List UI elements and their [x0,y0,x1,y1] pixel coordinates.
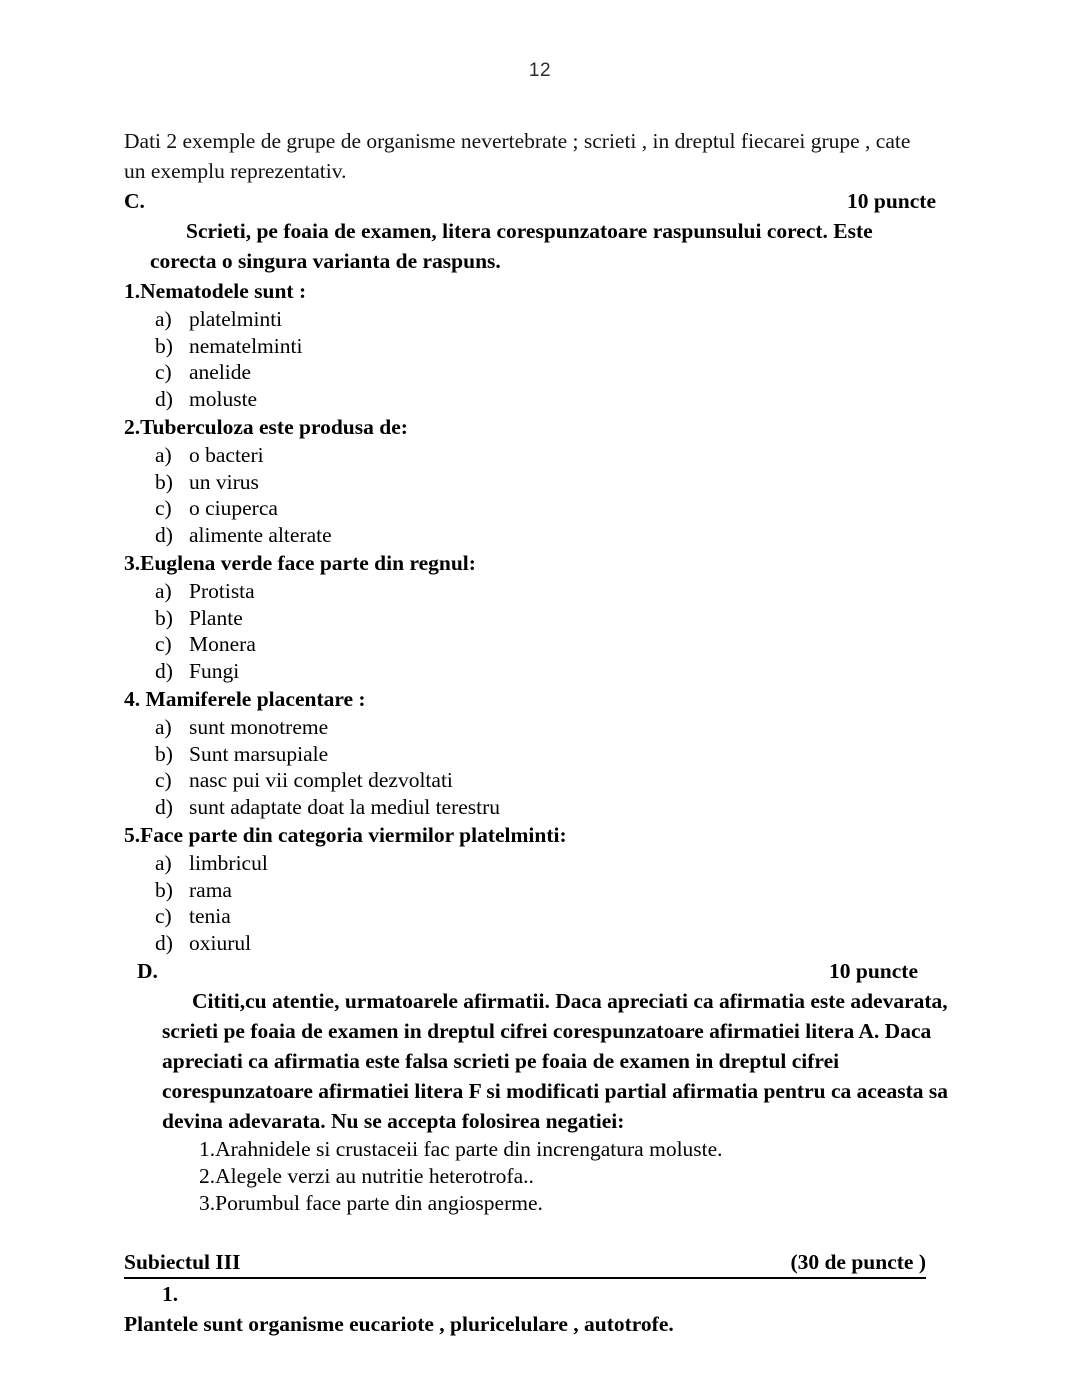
option-label: b) [155,333,173,358]
section-c-points: 10 puncte [847,189,936,213]
option-label: a) [155,579,172,603]
option-text: limbricul [189,851,268,875]
option-label: c) [155,360,172,384]
question-1-stem: 1.Nematodele sunt : [124,279,307,303]
option-label: a) [155,851,172,875]
option-text: o ciuperca [189,496,278,520]
option-label: d) [155,386,173,411]
question-5-options [124,850,936,956]
option-text: rama [189,877,232,902]
option-text: Fungi [189,658,240,683]
option-text: Protista [189,579,255,603]
option-label: b) [155,877,173,902]
option-label: d) [155,930,173,955]
option-text: o bacteri [189,443,264,467]
option-text: nasc pui vii complet dezvoltati [189,768,453,792]
option-item[interactable] [124,306,936,333]
section-c-instruction: Scrieti, pe foaia de examen, litera corespunzatoare raspunsului corect. Este corecta o singura varianta de raspuns. [150,219,873,273]
question-4-options [124,714,936,820]
question-1-options [124,306,936,412]
statement-item: 1.Arahnidele si crustaceii fac parte din increngatura moluste. [199,1137,723,1161]
option-text: moluste [189,386,258,411]
option-label: c) [155,496,172,520]
question-2-options [124,442,936,548]
option-item[interactable] [124,442,936,469]
option-item[interactable] [124,658,936,685]
question-2-stem: 2.Tuberculoza este produsa de: [124,415,408,439]
question-3-stem: 3.Euglena verde face parte din regnul: [124,551,476,575]
option-label: b) [155,741,173,766]
question-3-options [124,578,936,684]
option-text: platelminti [189,307,283,331]
statement-item: 2.Alegele verzi au nutritie heterotrofa.. [199,1164,534,1188]
option-label: c) [155,768,172,792]
option-item[interactable] [124,714,936,741]
option-text: sunt adaptate doat la mediul terestru [189,794,501,819]
document-body [124,126,948,1339]
option-label: c) [155,632,172,656]
option-item[interactable] [124,333,936,360]
option-text: Sunt marsupiale [189,741,329,766]
section-d-instruction: Cititi,cu atentie, urmatoarele afirmatii. Daca apreciati ca afirmatia este adevarata, scrieti pe foaia de examen in dreptul cifrei corespunzatoare afirmatiei litera A. Daca apreciati ca afirmatia este falsa scrieti pe foaia de examen in dreptul cifrei corespunzatoare afirmatiei litera F si modificati partial afirmatia pentru ca aceasta sa devina adevarata. Nu se accepta folosirea negatiei: [162,989,948,1133]
option-text: Monera [189,632,256,656]
option-label: a) [155,443,172,467]
statement-item: 3.Porumbul face parte din angiosperme. [199,1191,543,1215]
option-label: a) [155,307,172,331]
option-text: oxiurul [189,930,252,955]
option-item[interactable] [124,850,936,877]
page-number: 12 [528,60,552,81]
subject-three-header [124,1247,926,1279]
subject-three-item-number: 1. [162,1282,179,1306]
subject-three-points: (30 de puncte ) [790,1250,926,1274]
option-label: d) [155,522,173,547]
option-item[interactable] [124,767,936,794]
subject-three-title: Subiectul III [124,1250,241,1274]
option-label: c) [155,904,172,928]
section-d-letter: D. [137,959,158,983]
question-5-stem: 5.Face parte din categoria viermilor platelminti: [124,823,567,847]
option-item[interactable] [124,631,936,658]
option-text: alimente alterate [189,522,332,547]
option-item[interactable] [124,386,936,413]
option-label: d) [155,658,173,683]
option-item[interactable] [124,903,936,930]
option-item[interactable] [124,522,936,549]
option-label: b) [155,605,173,630]
option-text: un virus [189,469,259,494]
section-d-header [124,956,936,986]
option-item[interactable] [124,359,936,386]
option-item[interactable] [124,877,936,904]
option-label: d) [155,794,173,819]
section-c-header [124,186,936,216]
option-text: sunt monotreme [189,715,329,739]
option-item[interactable] [124,578,936,605]
option-item[interactable] [124,495,936,522]
option-item[interactable] [124,605,936,632]
section-d-points: 10 puncte [829,959,918,983]
option-text: nematelminti [189,333,303,358]
option-item[interactable] [124,469,936,496]
subject-three-statement: Plantele sunt organisme eucariote , pluricelulare , autotrofe. [124,1312,674,1336]
option-text: anelide [189,360,252,384]
intro-paragraph: Dati 2 exemple de grupe de organisme nevertebrate ; scrieti , in dreptul fiecarei grupe , cate un exemplu reprezentativ. [124,129,911,183]
option-item[interactable] [124,930,936,957]
option-text: tenia [189,904,231,928]
option-text: Plante [189,605,243,630]
option-label: a) [155,715,172,739]
question-4-stem: 4. Mamiferele placentare : [124,687,366,711]
option-item[interactable] [124,794,936,821]
option-label: b) [155,469,173,494]
option-item[interactable] [124,741,936,768]
section-c-letter: C. [124,189,145,213]
